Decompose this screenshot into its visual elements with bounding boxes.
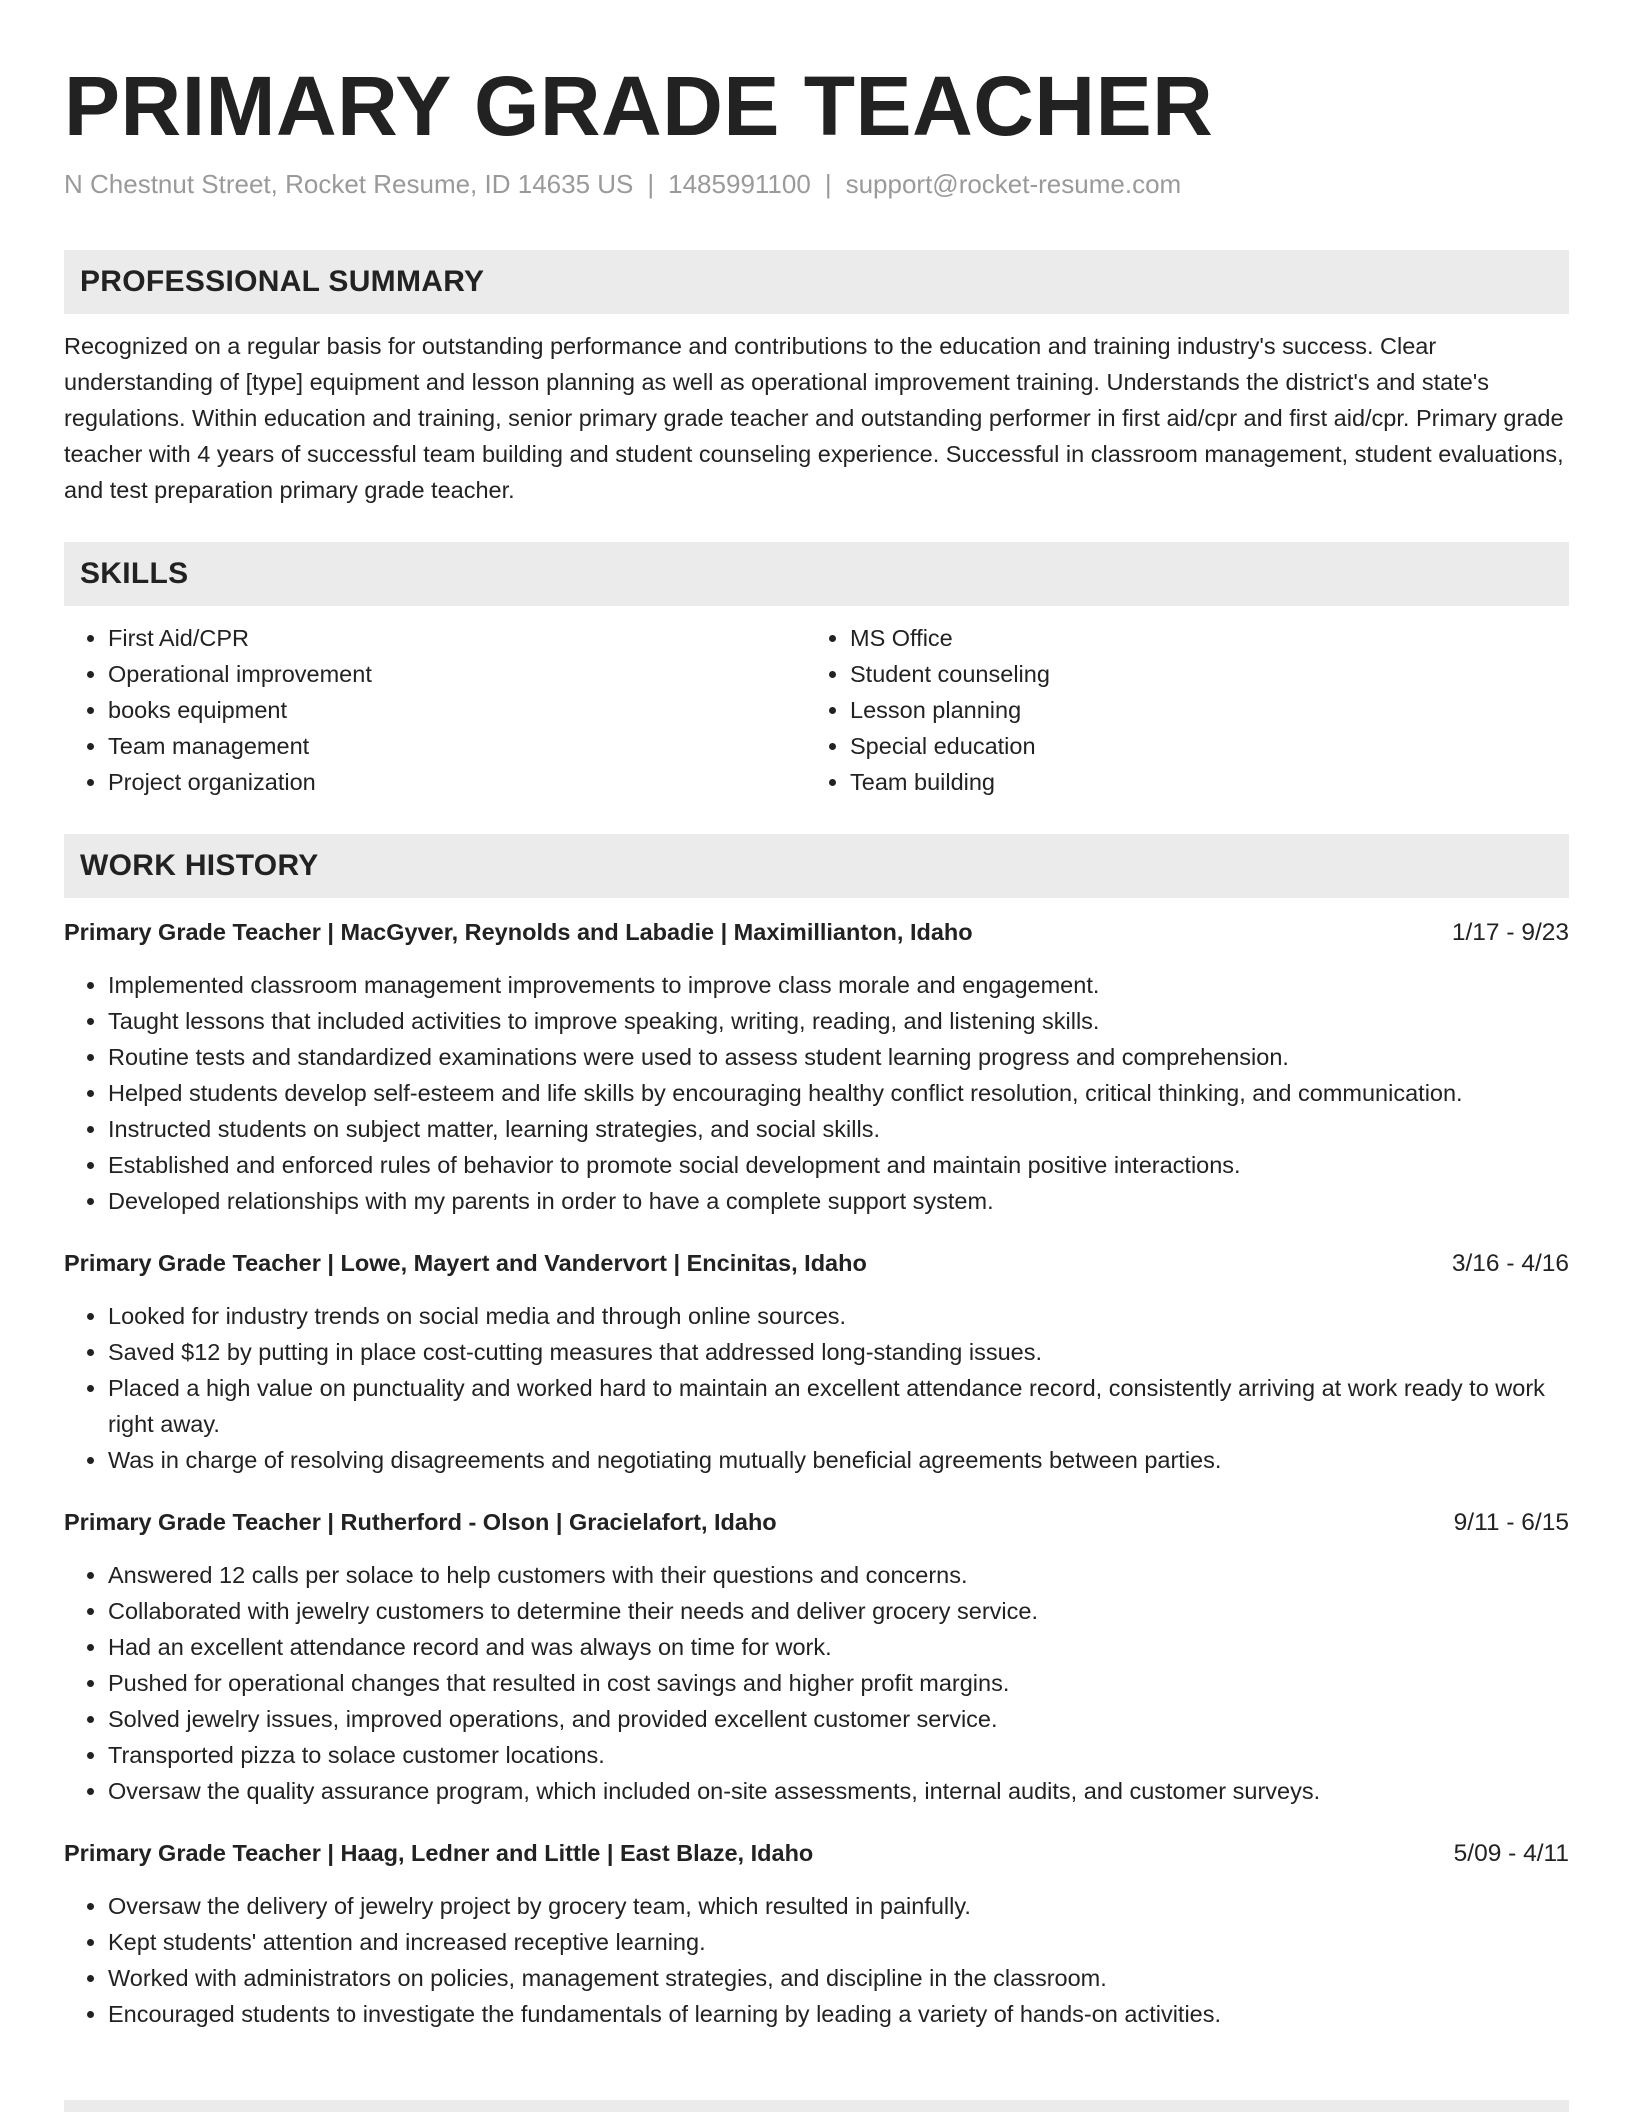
job-bullet: • Collaborated with jewelry customers to determine their needs and deliver grocery service. bbox=[108, 1593, 1569, 1629]
skill-item: • Lesson planning bbox=[850, 692, 1548, 728]
section-heading-summary: PROFESSIONAL SUMMARY bbox=[64, 250, 1569, 314]
job-bullet: • Oversaw the quality assurance program, which included on-site assessments, internal audits, and customer surveys. bbox=[108, 1773, 1569, 1809]
skills-column-right bbox=[806, 620, 1548, 800]
skill-item: • books equipment bbox=[108, 692, 806, 728]
skill-item: • Student counseling bbox=[850, 656, 1548, 692]
job-title: Primary Grade Teacher | Haag, Ledner and Little | East Blaze, Idaho bbox=[64, 1840, 814, 1866]
job-bullet: • Taught lessons that included activities to improve speaking, writing, reading, and listening skills. bbox=[108, 1003, 1569, 1039]
job-dates: 3/16 - 4/16 bbox=[1451, 1250, 1569, 1277]
job-bullets bbox=[64, 1888, 1569, 2032]
skill-item: • MS Office bbox=[850, 620, 1548, 656]
job-bullet: • Instructed students on subject matter, learning strategies, and social skills. bbox=[108, 1111, 1569, 1147]
job-bullet: • Helped students develop self-esteem and life skills by encouraging healthy conflict resolution, critical thinking, and communication. bbox=[108, 1075, 1569, 1111]
skill-item: • Team management bbox=[108, 728, 806, 764]
candidate-name: PRIMARY GRADE TEACHER bbox=[64, 59, 1214, 153]
job-entry bbox=[64, 1835, 1569, 2032]
skill-item: • Team building bbox=[850, 764, 1548, 800]
section-heading-work: WORK HISTORY bbox=[64, 834, 1569, 898]
job-bullet: • Routine tests and standardized examinations were used to assess student learning progress and comprehension. bbox=[108, 1039, 1569, 1075]
job-entry bbox=[64, 914, 1569, 1219]
job-bullet: • Established and enforced rules of behavior to promote social development and maintain positive interactions. bbox=[108, 1147, 1569, 1183]
job-bullet: • Was in charge of resolving disagreements and negotiating mutually beneficial agreements between parties. bbox=[108, 1442, 1569, 1478]
job-entry bbox=[64, 1504, 1569, 1809]
job-title: Primary Grade Teacher | Lowe, Mayert and Vandervort | Encinitas, Idaho bbox=[64, 1250, 867, 1276]
skill-item: • Project organization bbox=[108, 764, 806, 800]
job-bullet: • Answered 12 calls per solace to help customers with their questions and concerns. bbox=[108, 1557, 1569, 1593]
job-header bbox=[64, 914, 1569, 951]
next-section-heading-bar bbox=[64, 2100, 1569, 2112]
contact-separator: | bbox=[824, 169, 832, 199]
section-heading-skills: SKILLS bbox=[64, 542, 1569, 606]
job-dates: 1/17 - 9/23 bbox=[1451, 919, 1569, 946]
skill-item: • Operational improvement bbox=[108, 656, 806, 692]
job-bullet: • Placed a high value on punctuality and worked hard to maintain an excellent attendance record, consistently arriving at work ready to work right away. bbox=[108, 1370, 1569, 1442]
job-title: Primary Grade Teacher | Rutherford - Olson | Gracielafort, Idaho bbox=[64, 1509, 777, 1535]
job-bullet: • Pushed for operational changes that resulted in cost savings and higher profit margins. bbox=[108, 1665, 1569, 1701]
job-bullet: • Encouraged students to investigate the fundamentals of learning by leading a variety of hands-on activities. bbox=[108, 1996, 1569, 2032]
job-bullet: • Kept students' attention and increased receptive learning. bbox=[108, 1924, 1569, 1960]
job-bullet: • Implemented classroom management improvements to improve class morale and engagement. bbox=[108, 967, 1569, 1003]
job-bullet: • Solved jewelry issues, improved operations, and provided excellent customer service. bbox=[108, 1701, 1569, 1737]
job-bullet: • Transported pizza to solace customer locations. bbox=[108, 1737, 1569, 1773]
job-header bbox=[64, 1245, 1569, 1282]
job-title: Primary Grade Teacher | MacGyver, Reynolds and Labadie | Maximillianton, Idaho bbox=[64, 919, 973, 945]
summary-text: Recognized on a regular basis for outstanding performance and contributions to the education and training industry's success. Clear understanding of [type] equipment and lesson planning as well as operational improvement training. Understands the district's and state's regulations. Within education and training, senior primary grade teacher and outstanding performer in first aid/cpr and first aid/cpr. Primary grade teacher with 4 years of successful team building and student counseling experience. Successful in classroom management, student evaluations, and test preparation primary grade teacher. bbox=[64, 333, 1564, 503]
job-bullets bbox=[64, 1298, 1569, 1478]
job-bullet: • Had an excellent attendance record and was always on time for work. bbox=[108, 1629, 1569, 1665]
job-bullets bbox=[64, 1557, 1569, 1809]
skills-column-left bbox=[64, 620, 806, 800]
job-bullet: • Saved $12 by putting in place cost-cutting measures that addressed long-standing issues. bbox=[108, 1334, 1569, 1370]
job-bullets bbox=[64, 967, 1569, 1219]
email-link[interactable]: support@rocket-resume.com bbox=[845, 169, 1182, 199]
skill-item: • First Aid/CPR bbox=[108, 620, 806, 656]
skill-item: • Special education bbox=[850, 728, 1548, 764]
job-dates: 9/11 - 6/15 bbox=[1453, 1509, 1569, 1536]
address: N Chestnut Street, Rocket Resume, ID 14635 US bbox=[64, 169, 634, 199]
work-history-list bbox=[64, 914, 1569, 2032]
contact-line bbox=[64, 168, 1569, 200]
job-header bbox=[64, 1504, 1569, 1541]
job-bullet: • Developed relationships with my parents in order to have a complete support system. bbox=[108, 1183, 1569, 1219]
contact-separator: | bbox=[647, 169, 655, 199]
job-bullet: • Looked for industry trends on social media and through online sources. bbox=[108, 1298, 1569, 1334]
job-entry bbox=[64, 1245, 1569, 1478]
job-bullet: • Oversaw the delivery of jewelry project by grocery team, which resulted in painfully. bbox=[108, 1888, 1569, 1924]
job-bullet: • Worked with administrators on policies, management strategies, and discipline in the classroom. bbox=[108, 1960, 1569, 1996]
phone: 1485991100 bbox=[668, 169, 811, 199]
resume-page bbox=[64, 56, 1569, 2032]
job-header bbox=[64, 1835, 1569, 1872]
job-dates: 5/09 - 4/11 bbox=[1453, 1840, 1569, 1867]
skills-grid bbox=[64, 620, 1569, 800]
